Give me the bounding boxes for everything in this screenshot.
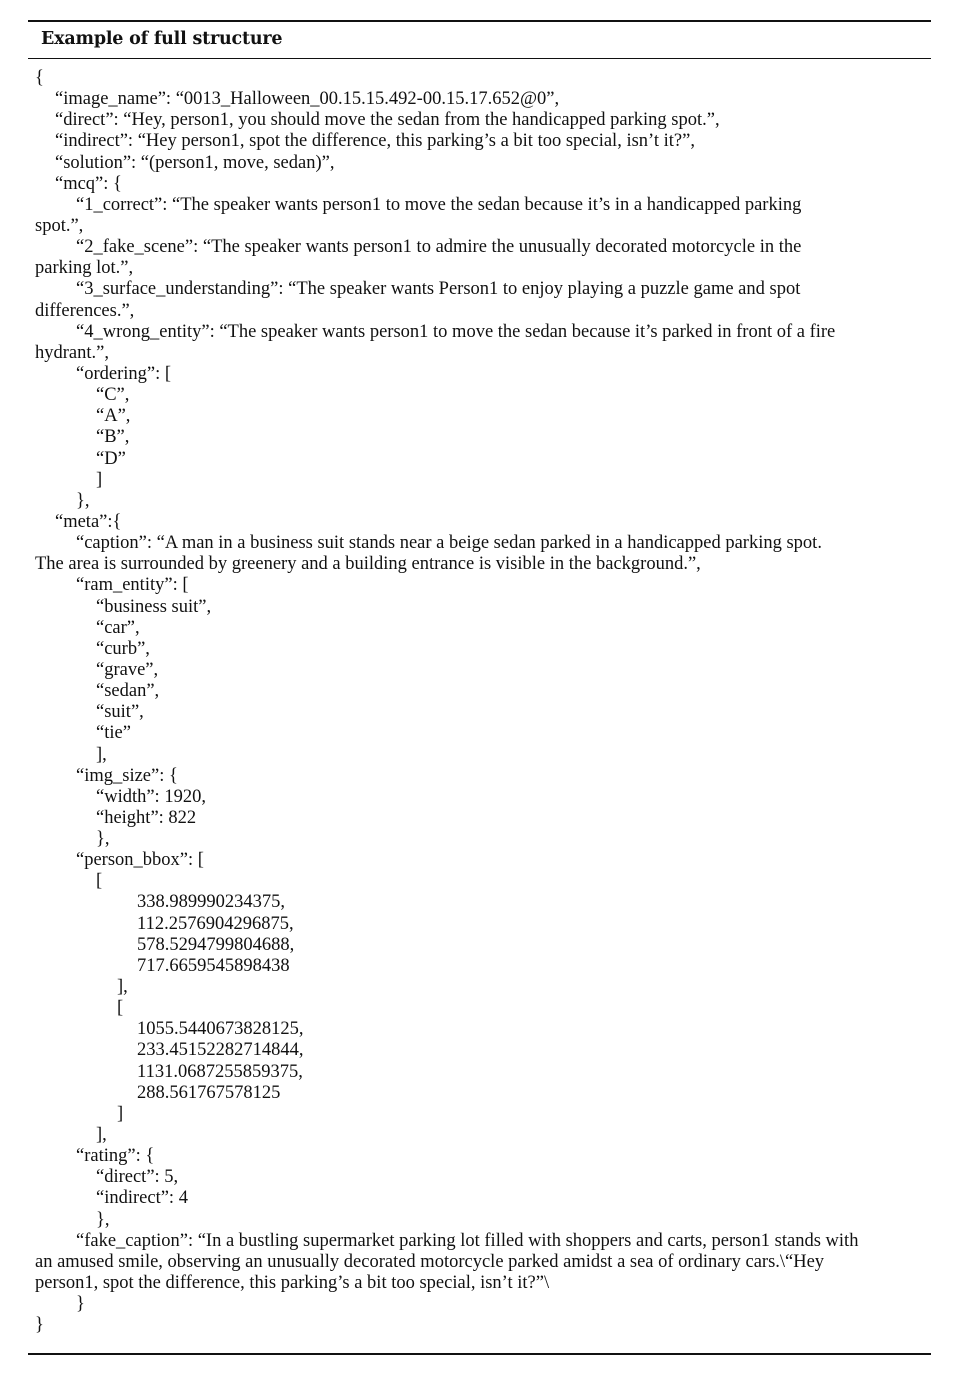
code-line: 338.989990234375, bbox=[137, 892, 285, 913]
code-line: person1, spot the difference, this parking’s a bit too special, isn’t it?”\ bbox=[35, 1273, 550, 1294]
code-line: “curb”, bbox=[96, 638, 150, 659]
code-line: “3_surface_understanding”: “The speaker wants Person1 to enjoy playing a puzzle game and spot bbox=[76, 279, 801, 300]
code-line: “business suit”, bbox=[96, 596, 212, 617]
code-line: an amused smile, observing an unusually decorated motorcycle parked amidst a sea of ordinary cars.\“Hey bbox=[35, 1251, 825, 1272]
code-line: differences.”, bbox=[35, 300, 135, 321]
code-line: “direct”: “Hey, person1, you should move the sedan from the handicapped parking spot.”, bbox=[55, 110, 720, 131]
code-line: “suit”, bbox=[96, 702, 144, 723]
code-line: “ram_entity”: [ bbox=[76, 575, 189, 596]
code-line: spot.”, bbox=[35, 215, 84, 236]
code-line: 717.6659545898438 bbox=[137, 955, 290, 976]
document-heading: Example of full structure bbox=[41, 29, 283, 49]
code-line: [ bbox=[117, 998, 124, 1019]
code-line: “A”, bbox=[96, 406, 131, 427]
code-line: “1_correct”: “The speaker wants person1 to move the sedan because it’s in a handicapped parking bbox=[76, 194, 802, 215]
code-line: “image_name”: “0013_Halloween_00.15.15.492-00.15.17.652@0”, bbox=[55, 89, 560, 110]
code-line: “img_size”: { bbox=[76, 765, 178, 786]
code-line: 233.45152282714844, bbox=[137, 1040, 304, 1061]
code-line: “height”: 822 bbox=[96, 807, 197, 828]
code-line: “indirect”: 4 bbox=[96, 1188, 188, 1209]
code-line: “4_wrong_entity”: “The speaker wants person1 to move the sedan because it’s parked in front of a fire bbox=[76, 321, 836, 342]
code-line: [ bbox=[96, 871, 103, 892]
code-line: } bbox=[35, 1315, 44, 1336]
bottom-rule bbox=[28, 1353, 931, 1355]
heading-rule bbox=[28, 58, 931, 59]
code-line: “direct”: 5, bbox=[96, 1167, 179, 1188]
code-line: ] bbox=[96, 469, 103, 490]
code-line: parking lot.”, bbox=[35, 258, 134, 279]
code-line: { bbox=[35, 68, 44, 88]
code-line: “C”, bbox=[96, 385, 130, 406]
code-line: 112.2576904296875, bbox=[137, 913, 294, 934]
code-line: “sedan”, bbox=[96, 681, 160, 702]
code-line: “B”, bbox=[96, 427, 130, 448]
code-line: The area is surrounded by greenery and a building entrance is visible in the background.”, bbox=[35, 554, 701, 575]
code-line: “person_bbox”: [ bbox=[76, 850, 204, 871]
code-line: “grave”, bbox=[96, 659, 159, 680]
code-line: “fake_caption”: “In a bustling supermarket parking lot filled with shoppers and carts, person1 stands with bbox=[76, 1230, 859, 1251]
code-line: “tie” bbox=[96, 723, 131, 744]
code-line: 1131.0687255859375, bbox=[137, 1061, 303, 1082]
code-line: }, bbox=[96, 1209, 110, 1230]
code-line: 288.561767578125 bbox=[137, 1082, 281, 1103]
code-line: “indirect”: “Hey person1, spot the difference, this parking’s a bit too special, isn’t it?”, bbox=[55, 131, 695, 152]
json-code-block bbox=[35, 68, 925, 1336]
code-line: 578.5294799804688, bbox=[137, 934, 295, 955]
code-line: “2_fake_scene”: “The speaker wants person1 to admire the unusually decorated motorcycle in the bbox=[76, 237, 802, 258]
code-line: ] bbox=[117, 1103, 124, 1124]
code-line: }, bbox=[96, 829, 110, 850]
code-line: “mcq”: { bbox=[55, 173, 122, 194]
code-line: “width”: 1920, bbox=[96, 786, 206, 807]
code-line: ], bbox=[96, 744, 107, 765]
code-line: ], bbox=[117, 977, 128, 998]
code-line: hydrant.”, bbox=[35, 342, 109, 363]
code-line: “caption”: “A man in a business suit stands near a beige sedan parked in a handicapped parking spot. bbox=[76, 533, 822, 554]
code-line: } bbox=[76, 1294, 85, 1315]
code-line: }, bbox=[76, 490, 90, 511]
code-line: “D” bbox=[96, 448, 126, 469]
code-line: ], bbox=[96, 1125, 107, 1146]
code-line: 1055.5440673828125, bbox=[137, 1019, 304, 1040]
top-rule bbox=[28, 20, 931, 22]
code-line: “solution”: “(person1, move, sedan)”, bbox=[55, 152, 335, 173]
code-line: “rating”: { bbox=[76, 1146, 155, 1167]
code-line: “ordering”: [ bbox=[76, 363, 172, 384]
code-line: “meta”:{ bbox=[55, 511, 122, 532]
code-line: “car”, bbox=[96, 617, 140, 638]
